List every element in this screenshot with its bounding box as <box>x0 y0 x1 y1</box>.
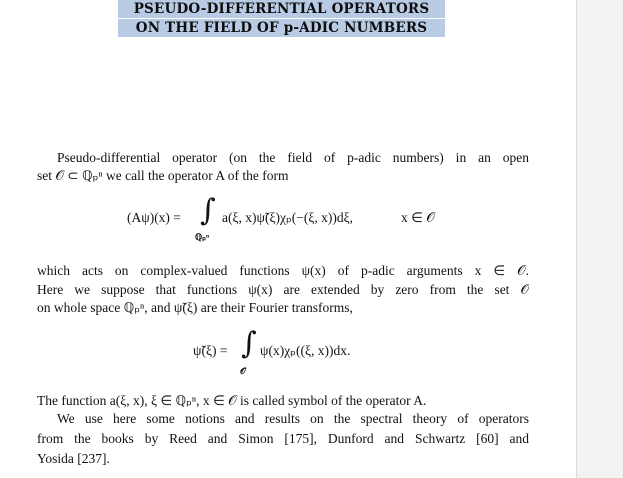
formula-2-lhs: ψ̃(ξ) = <box>193 343 228 358</box>
formula-2-integral-domain: 𝒪 <box>240 366 246 376</box>
formula-1-integral-domain: ℚₚⁿ <box>195 232 210 242</box>
paragraph-4-line-3: Yosida [237]. <box>37 451 110 466</box>
formula-1-condition: x ∈ 𝒪 <box>401 210 435 225</box>
paragraph-3-line-1: The function a(ξ, x), ξ ∈ ℚₚⁿ, x ∈ 𝒪 is called symbol of the operator A. <box>37 393 427 408</box>
paragraph-2-line-1: which acts on complex-valued functions ψ(x) of p-adic arguments x ∈ 𝒪. <box>37 263 529 278</box>
formula-2-integral-sign: ∫ <box>241 326 257 361</box>
title-line-1: PSEUDO-DIFFERENTIAL OPERATORS <box>118 0 445 18</box>
paragraph-2-line-3: on whole space ℚₚⁿ, and ψ̃(ξ) are their Fourier transforms, <box>37 300 353 315</box>
paragraph-1-line-1: Pseudo-differential operator (on the field of p-adic numbers) in an open <box>57 150 529 165</box>
paragraph-4-line-2: from the books by Reed and Simon [175], Dunford and Schwartz [60] and <box>37 431 529 446</box>
title-line-2: ON THE FIELD OF p-ADIC NUMBERS <box>118 19 445 37</box>
formula-1-integral-sign: ∫ <box>200 193 216 228</box>
side-panel <box>576 0 623 478</box>
formula-1-lhs: (Aψ)(x) = <box>127 210 181 225</box>
formula-1-integrand: a(ξ, x)ψ̃(ξ)χₚ(−(ξ, x))dξ, <box>222 210 353 225</box>
paragraph-2-line-2: Here we suppose that functions ψ(x) are extended by zero from the set 𝒪 <box>37 282 529 297</box>
formula-2-integrand: ψ(x)χₚ((ξ, x))dx. <box>260 343 351 358</box>
paragraph-4-line-1: We use here some notions and results on the spectral theory of operators <box>57 411 529 426</box>
paragraph-1-line-2: set 𝒪 ⊂ ℚₚⁿ we call the operator A of the form <box>37 168 289 183</box>
